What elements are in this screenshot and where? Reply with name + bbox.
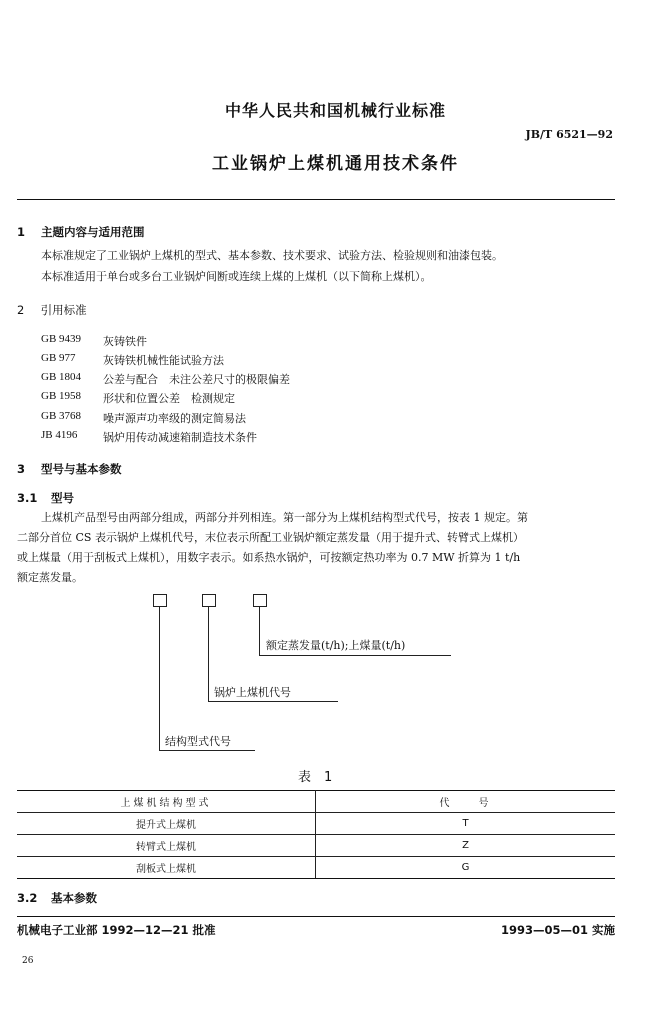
footer-rule xyxy=(17,916,615,917)
reference-title: 灰铸铁件 xyxy=(103,335,147,348)
header-rule xyxy=(17,199,615,200)
label-structure-code: 结构型式代号 xyxy=(165,735,231,748)
leader-line xyxy=(208,701,338,702)
placeholder-box-3 xyxy=(253,594,267,607)
section-title: 型号与基本参数 xyxy=(41,462,122,476)
table-caption: 表 1 xyxy=(298,770,333,785)
section-number: 3 xyxy=(17,462,26,476)
standard-code: JB/T 6521—92 xyxy=(525,128,613,141)
paragraph: 本标准规定了工业锅炉上煤机的型式、基本参数、技术要求、试验方法、检验规则和油漆包装。 xyxy=(41,249,503,262)
subsection-3-1-heading xyxy=(17,490,74,506)
table-cell: Z xyxy=(316,835,616,857)
table-row xyxy=(17,813,615,835)
paragraph-line: 或上煤量（用于刮板式上煤机），用数字表示。如系热水锅炉，可按额定热功率为 0.7 MW 折算为 1 t/h xyxy=(17,551,521,564)
table-row xyxy=(17,857,615,879)
standard-organization: 中华人民共和国机械行业标准 xyxy=(224,101,446,120)
leader-line xyxy=(259,655,451,656)
column-header: 上煤机结构型式 xyxy=(17,791,316,813)
reference-code: GB 1804 xyxy=(41,371,82,383)
table-cell: 转臂式上煤机 xyxy=(17,835,316,857)
reference-code: GB 1958 xyxy=(41,390,82,402)
leader-line xyxy=(159,750,255,751)
section-title: 基本参数 xyxy=(51,891,98,905)
effective-date: 1993—05—01 实施 xyxy=(500,923,615,937)
reference-code: JB 4196 xyxy=(41,429,78,441)
page-number: 26 xyxy=(22,956,34,966)
section-number: 2 xyxy=(17,303,25,317)
document-title: 工业锅炉上煤机通用技术条件 xyxy=(212,154,459,174)
paragraph: 本标准适用于单台或多台工业锅炉间断或连续上煤的上煤机（以下简称上煤机）。 xyxy=(41,270,432,283)
reference-title: 灰铸铁机械性能试验方法 xyxy=(103,354,224,367)
subsection-3-2-heading xyxy=(17,890,97,906)
placeholder-box-1 xyxy=(153,594,167,607)
reference-title: 噪声源声功率级的测定简易法 xyxy=(103,412,246,425)
approval-date: 机械电子工业部 1992—12—21 批准 xyxy=(17,923,216,937)
reference-code: GB 977 xyxy=(41,352,76,364)
connector-line xyxy=(208,607,209,701)
table-row xyxy=(17,835,615,857)
reference-code: GB 3768 xyxy=(41,410,82,422)
section-1-heading xyxy=(17,224,145,240)
column-header: 代 号 xyxy=(316,791,616,813)
paragraph-line: 二部分首位 CS 表示锅炉上煤机代号，末位表示所配工业锅炉额定蒸发量（用于提升式、转臂式上煤机） xyxy=(17,531,524,544)
table-cell: T xyxy=(316,813,616,835)
paragraph-line: 额定蒸发量。 xyxy=(17,571,83,584)
section-title: 主题内容与适用范围 xyxy=(41,225,145,239)
reference-title: 形状和位置公差 检测规定 xyxy=(103,392,235,405)
placeholder-box-2 xyxy=(202,594,216,607)
section-2-heading xyxy=(17,302,87,318)
table-cell: G xyxy=(316,857,616,879)
table-cell: 刮板式上煤机 xyxy=(17,857,316,879)
paragraph-line: 上煤机产品型号由两部分组成，两部分并列相连。第一部分为上煤机结构型式代号，按表 1 规定。第 xyxy=(41,511,528,524)
label-boiler-code: 锅炉上煤机代号 xyxy=(214,686,291,699)
structure-type-table xyxy=(17,790,615,879)
section-3-heading xyxy=(17,461,122,477)
reference-title: 公差与配合 未注公差尺寸的极限偏差 xyxy=(103,373,290,386)
reference-title: 锅炉用传动减速箱制造技术条件 xyxy=(103,431,257,444)
label-rated-capacity: 额定蒸发量(t/h);上煤量(t/h) xyxy=(266,639,406,652)
section-title: 引用标准 xyxy=(40,303,87,317)
section-number: 3.1 xyxy=(17,491,38,505)
connector-line xyxy=(159,607,160,750)
table-cell: 提升式上煤机 xyxy=(17,813,316,835)
table-header-row xyxy=(17,791,615,813)
section-number: 1 xyxy=(17,225,26,239)
section-number: 3.2 xyxy=(17,891,38,905)
section-title: 型号 xyxy=(51,491,75,505)
connector-line xyxy=(259,607,260,655)
reference-code: GB 9439 xyxy=(41,333,82,345)
